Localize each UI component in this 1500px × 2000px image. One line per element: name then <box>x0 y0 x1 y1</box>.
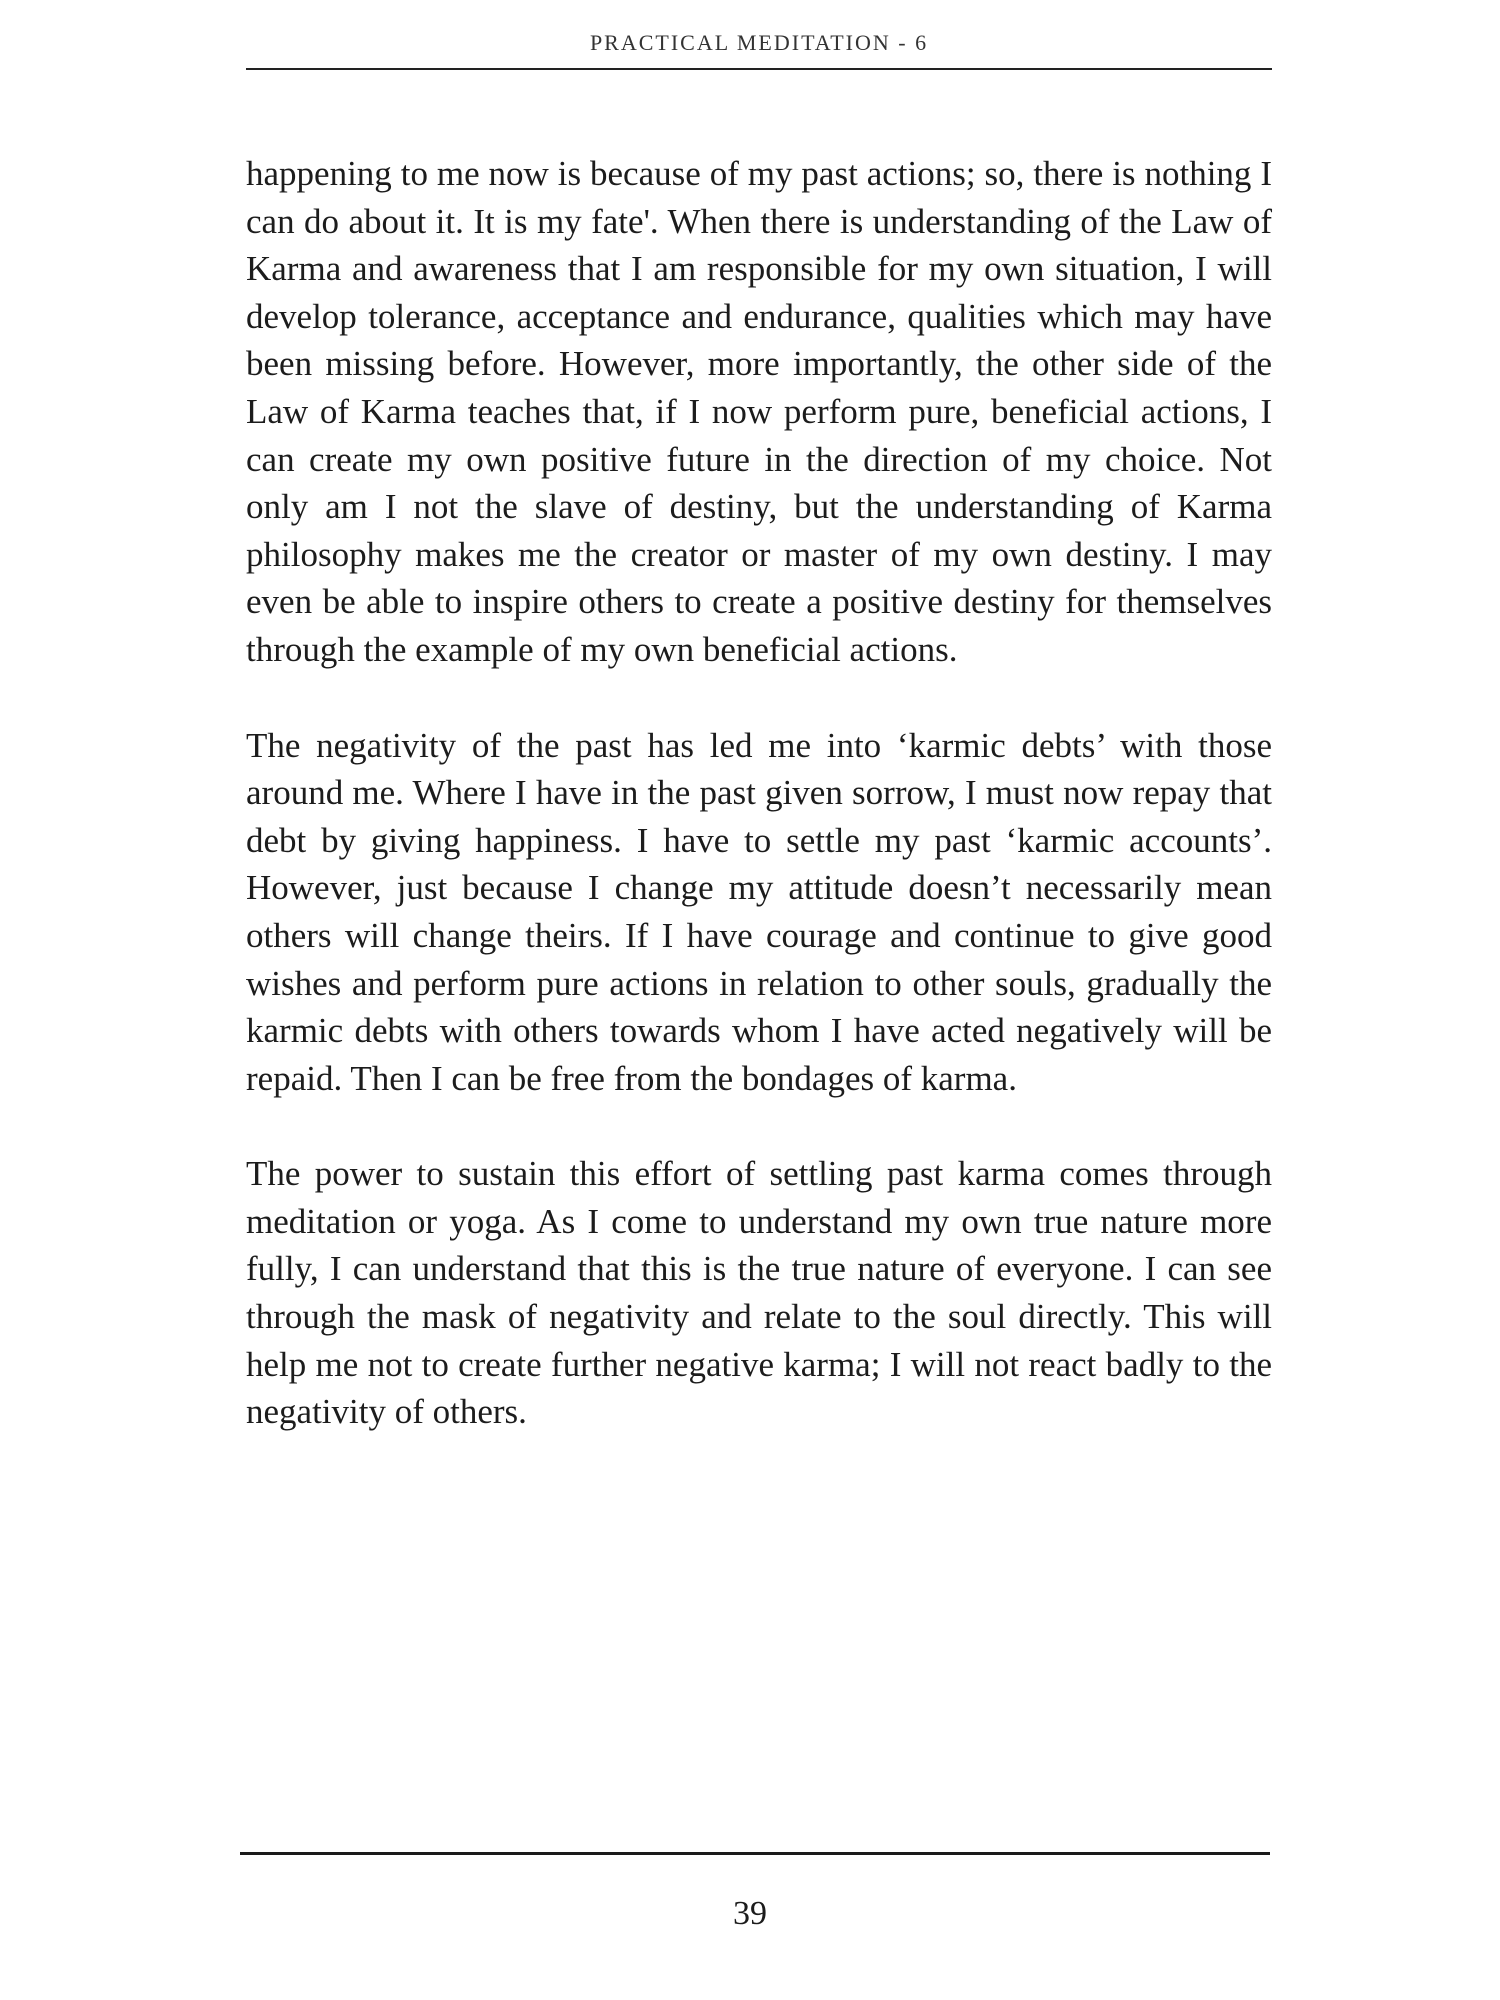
paragraph: happening to me now is because of my past actions; so, there is nothing I can do about it. It is my fate'. When there is understanding of the Law of Karma and awareness that I am responsible for my own situation, I will develop tolerance, acceptance and endurance, qualities which may have been missing before. However, more importantly, the other side of the Law of Karma teaches that, if I now perform pure, beneficial actions, I can create my own positive future in the direction of my choice. Not only am I not the slave of destiny, but the understanding of Karma philosophy makes me the creator or master of my own destiny. I may even be able to inspire others to create a positive destiny for themselves through the example of my own beneficial actions. <box>246 154 1272 669</box>
footer-rule <box>240 1852 1270 1855</box>
paragraph: The power to sustain this effort of settling past karma comes through meditation or yoga. As I come to understand my own true nature more fully, I can understand that this is the true nature of everyone. I can see through the mask of negativity and relate to the soul directly. This will help me not to create further negative karma; I will not react badly to the negativity of others. <box>246 1154 1272 1432</box>
running-header: PRACTICAL MEDITATION - 6 <box>589 30 929 55</box>
page-number: 39 <box>733 1895 767 1932</box>
header-rule <box>246 68 1272 70</box>
body-text <box>246 150 1272 1436</box>
paragraph: The negativity of the past has led me into ‘karmic debts’ with those around me. Where I have in the past given sorrow, I must now repay that debt by giving happiness. I have to settle my past ‘karmic accounts’. However, just because I change my attitude doesn’t necessarily mean others will change theirs. If I have courage and continue to give good wishes and perform pure actions in relation to other souls, gradually the karmic debts with others towards whom I have acted negatively will be repaid. Then I can be free from the bondages of karma. <box>246 725 1272 1098</box>
